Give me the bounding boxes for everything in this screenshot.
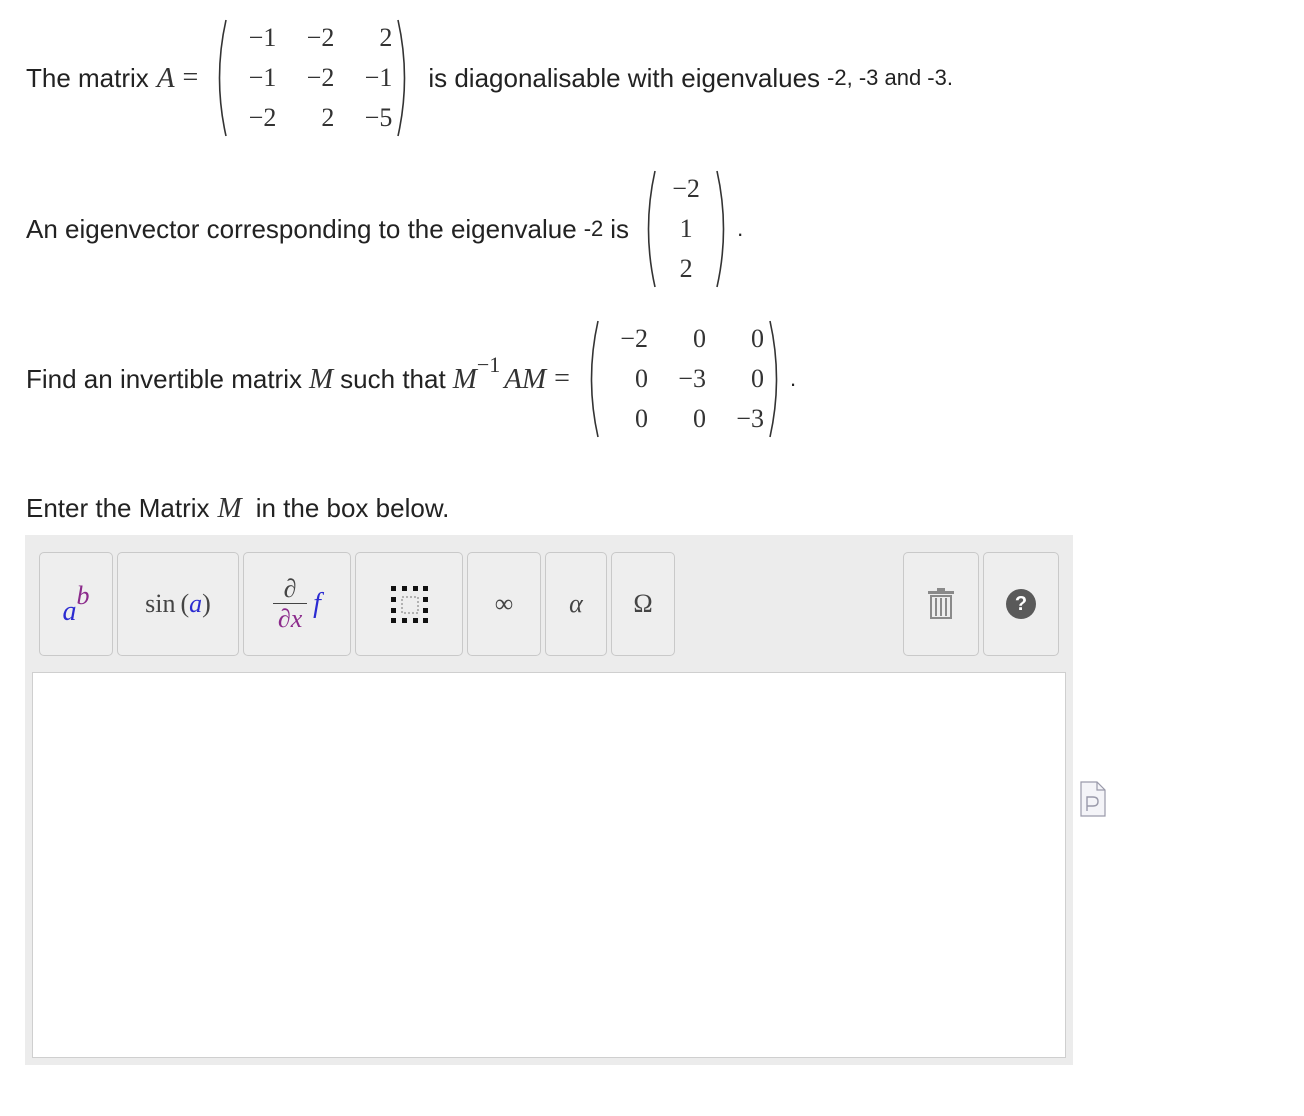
right-paren xyxy=(768,319,784,439)
sin-open-paren: ( xyxy=(180,589,190,618)
equals-sign-2: = xyxy=(554,363,570,394)
power-exponent: b xyxy=(76,581,90,610)
greek-button[interactable] xyxy=(545,552,607,656)
diagonal-matrix-cell-1-0: 0 xyxy=(634,364,648,393)
matrix-a-cell-2-1: 2 xyxy=(321,103,335,132)
deriv-function: f xyxy=(313,588,321,619)
file-p-icon[interactable] xyxy=(1080,781,1106,817)
left-paren xyxy=(584,319,600,439)
eigenvector-cell-0-0: −2 xyxy=(672,174,700,203)
matrix-a-cell-1-1: −2 xyxy=(306,63,335,92)
eigenvector-grid xyxy=(657,169,715,289)
left-paren xyxy=(212,18,228,138)
sin-label: sin xyxy=(145,589,176,618)
line2-is: is xyxy=(610,213,630,244)
math-editor xyxy=(25,535,1073,1065)
eigenvector-matrix xyxy=(641,169,731,289)
line4-prefix: Enter the Matrix xyxy=(26,492,210,523)
matrix-a-cell-1-0: −1 xyxy=(248,63,277,92)
matrix-a-cell-1-2: −1 xyxy=(364,63,393,92)
trash-icon xyxy=(926,588,956,620)
diagonal-matrix-cell-2-0: 0 xyxy=(634,404,648,433)
right-paren xyxy=(715,169,731,289)
question-line-2 xyxy=(26,169,743,289)
eigenvalue-list: -2, -3 and -3. xyxy=(827,65,953,90)
help-icon xyxy=(1006,589,1036,619)
question-line-3 xyxy=(26,319,796,439)
help-button[interactable] xyxy=(983,552,1059,656)
power-button[interactable] xyxy=(39,552,113,656)
line3-prefix: Find an invertible matrix xyxy=(26,363,302,394)
line1-suffix: is diagonalisable with eigenvalues xyxy=(428,62,821,93)
matrix-a-cell-0-0: −1 xyxy=(248,23,277,52)
line4-suffix: in the box below. xyxy=(255,492,450,523)
diagonal-matrix-cell-0-1: 0 xyxy=(692,324,706,353)
calculus-button[interactable] xyxy=(243,552,351,656)
deriv-denominator: ∂x xyxy=(277,603,303,633)
diagonal-matrix xyxy=(584,319,784,439)
matrix-a-cell-2-2: −5 xyxy=(364,103,393,132)
diagonal-matrix-cell-0-0: −2 xyxy=(620,324,648,353)
symbols-button[interactable] xyxy=(611,552,675,656)
matrix-a-grid xyxy=(228,18,396,138)
matrix-a xyxy=(212,18,412,138)
sin-close-paren: ) xyxy=(202,589,211,618)
line2-period: . xyxy=(737,216,744,241)
question-line-4 xyxy=(26,490,449,526)
var-m: M xyxy=(309,362,334,395)
question-line-1 xyxy=(26,18,953,138)
infinity-symbol: ∞ xyxy=(494,589,514,618)
line3-such-that: such that xyxy=(340,363,446,394)
eigenvalue-value: -2 xyxy=(583,216,604,241)
matrix-input-area[interactable] xyxy=(32,672,1066,1058)
diagonal-matrix-cell-0-2: 0 xyxy=(750,324,764,353)
help-symbol: ? xyxy=(1014,592,1028,615)
diagonal-matrix-cell-1-1: −3 xyxy=(678,364,706,393)
matrix-grid-icon xyxy=(389,584,429,624)
omega-symbol: Ω xyxy=(633,589,653,618)
right-paren xyxy=(396,18,412,138)
matrix-a-cell-0-2: 2 xyxy=(379,23,393,52)
eigenvector-cell-1-0: 1 xyxy=(679,214,693,243)
alpha-symbol: α xyxy=(569,589,583,618)
matrix-a-cell-0-1: −2 xyxy=(306,23,335,52)
matrix-a-cell-2-0: −2 xyxy=(248,103,277,132)
eigenvector-cell-2-0: 2 xyxy=(679,254,693,283)
left-paren xyxy=(641,169,657,289)
line3-period: . xyxy=(789,366,797,391)
sin-argument: a xyxy=(189,589,203,618)
line1-prefix: The matrix xyxy=(26,62,149,93)
line2-prefix: An eigenvector corresponding to the eigenvalue xyxy=(26,213,577,244)
matrix-button[interactable] xyxy=(355,552,463,656)
diagonal-matrix-cell-1-2: 0 xyxy=(750,364,764,393)
clear-button[interactable] xyxy=(903,552,979,656)
var-a: A xyxy=(156,61,175,94)
functions-button[interactable] xyxy=(117,552,239,656)
lhs-m: M xyxy=(452,362,477,395)
diagonal-matrix-cell-2-2: −3 xyxy=(736,404,764,433)
lhs-am: AM xyxy=(504,362,547,395)
equals-sign: = xyxy=(182,62,199,93)
diagonal-matrix-grid xyxy=(600,319,768,439)
lhs-exponent: −1 xyxy=(476,352,501,377)
power-base: a xyxy=(62,596,77,627)
deriv-numerator: ∂ xyxy=(283,573,297,603)
diagonal-matrix-cell-2-1: 0 xyxy=(692,404,706,433)
var-m-2: M xyxy=(217,491,242,524)
infinity-button[interactable] xyxy=(467,552,541,656)
